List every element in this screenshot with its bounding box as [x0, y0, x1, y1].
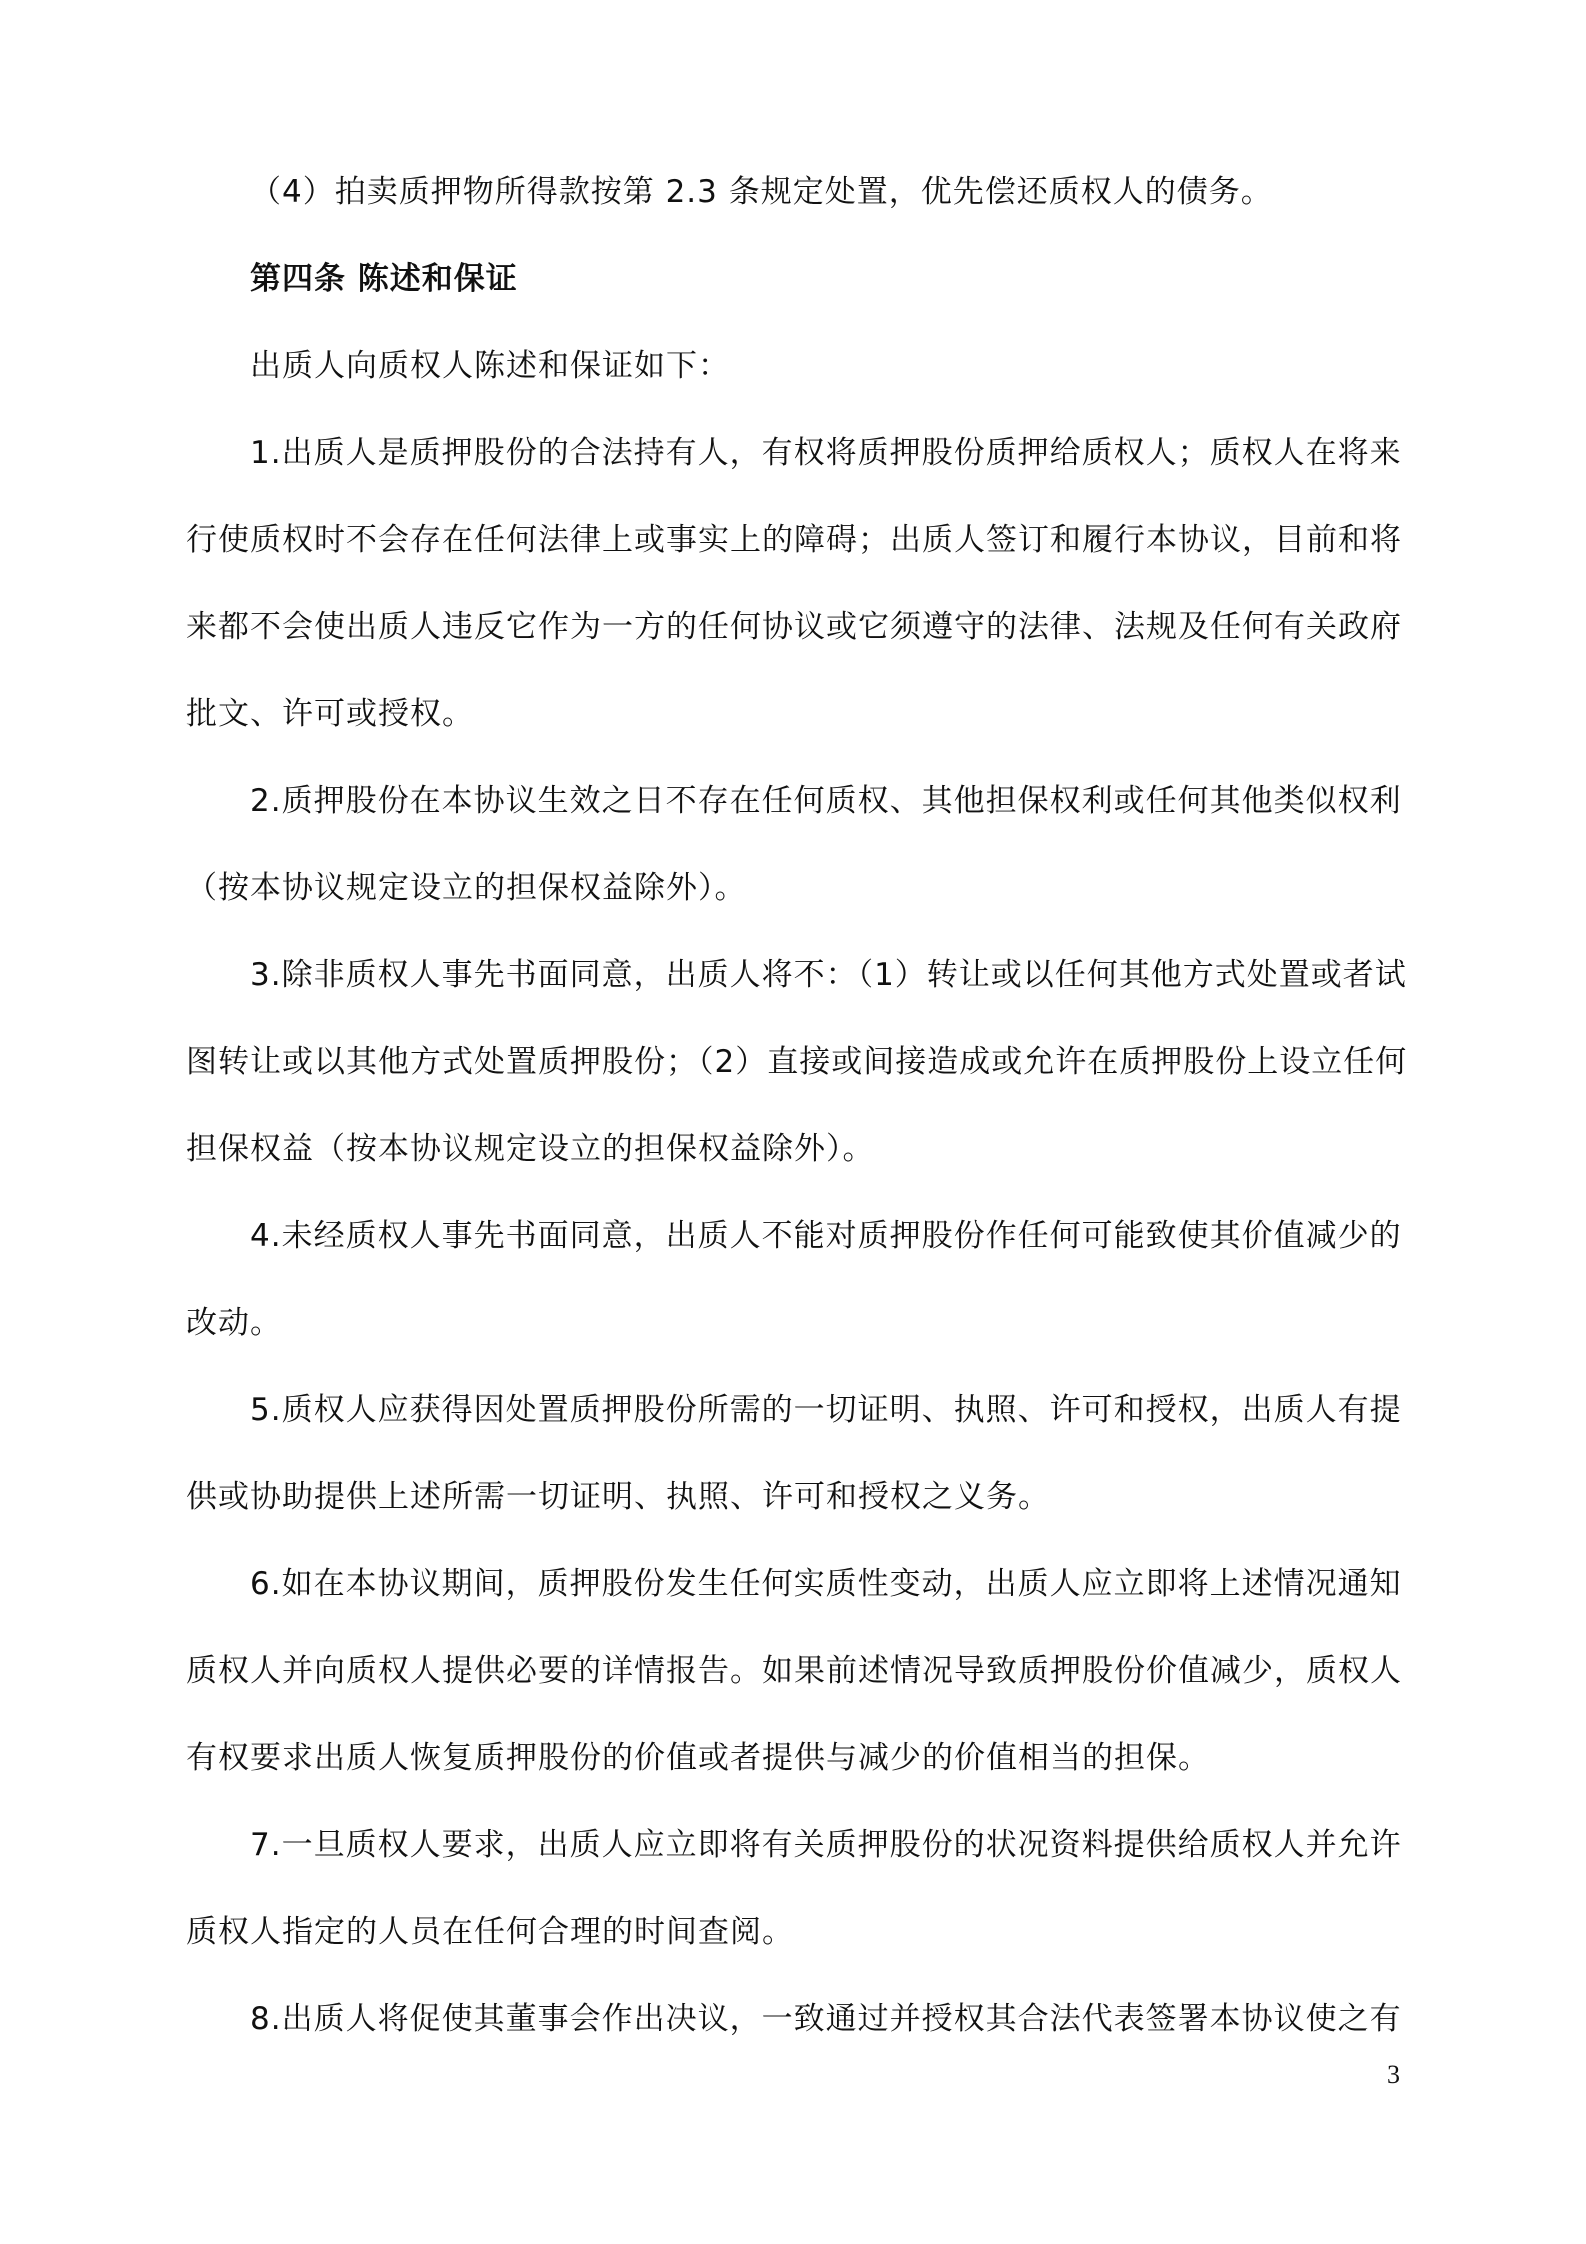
text-line: （4）拍卖质押物所得款按第 2.3 条规定处置，优先偿还质权人的债务。: [250, 174, 1273, 210]
text-line: 质权人并向质权人提供必要的详情报告。如果前述情况导致质押股份价值减少，质权人: [186, 1653, 1402, 1689]
text-line: 质权人指定的人员在任何合理的时间查阅。: [186, 1914, 794, 1950]
text-line: 批文、许可或授权。: [186, 696, 474, 732]
text-line: 担保权益（按本协议规定设立的担保权益除外）。: [186, 1131, 875, 1167]
text-line: （按本协议规定设立的担保权益除外）。: [186, 870, 747, 906]
text-line: 4.未经质权人事先书面同意，出质人不能对质押股份作任何可能致使其价值减少的: [250, 1218, 1402, 1254]
text-line: 图转让或以其他方式处置质押股份；（2）直接或间接造成或允许在质押股份上设立任何: [186, 1044, 1408, 1080]
text-line: 行使质权时不会存在任何法律上或事实上的障碍；出质人签订和履行本协议，目前和将: [186, 522, 1402, 558]
text-line: 5.质权人应获得因处置质押股份所需的一切证明、执照、许可和授权，出质人有提: [250, 1392, 1402, 1428]
text-line: 2.质押股份在本协议生效之日不存在任何质权、其他担保权利或任何其他类似权利: [250, 783, 1402, 819]
text-line: 6.如在本协议期间，质押股份发生任何实质性变动，出质人应立即将上述情况通知: [250, 1566, 1402, 1602]
text-line: 7.一旦质权人要求，出质人应立即将有关质押股份的状况资料提供给质权人并允许: [250, 1827, 1402, 1863]
text-line: 改动。: [186, 1305, 282, 1341]
text-line: 出质人向质权人陈述和保证如下：: [250, 348, 730, 384]
text-line: 有权要求出质人恢复质押股份的价值或者提供与减少的价值相当的担保。: [186, 1740, 1210, 1776]
article-heading: 第四条 陈述和保证: [250, 261, 518, 297]
text-line: 3.除非质权人事先书面同意，出质人将不：（1）转让或以任何其他方式处置或者试: [250, 957, 1407, 993]
text-line: 来都不会使出质人违反它作为一方的任何协议或它须遵守的法律、法规及任何有关政府: [186, 609, 1402, 645]
text-line: 供或协助提供上述所需一切证明、执照、许可和授权之义务。: [186, 1479, 1050, 1515]
text-line: 8.出质人将促使其董事会作出决议，一致通过并授权其合法代表签署本协议使之有: [250, 2001, 1402, 2037]
page-number: 3: [1387, 2060, 1400, 2089]
text-line: 1.出质人是质押股份的合法持有人，有权将质押股份质押给质权人；质权人在将来: [250, 435, 1402, 471]
